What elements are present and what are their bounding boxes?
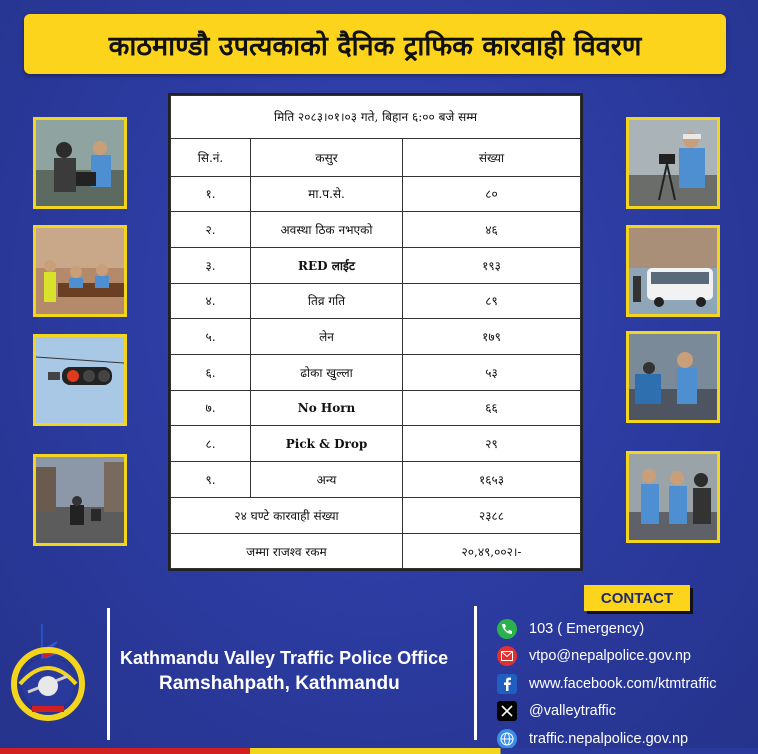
revenue-label: जम्मा राजश्व रकम: [171, 534, 403, 569]
footer-divider: [107, 608, 110, 740]
row-count: ६६: [403, 390, 581, 426]
row-count: १९३: [403, 247, 581, 283]
row-offense: ढोका खुल्ला: [251, 354, 403, 390]
contact-facebook-text: www.facebook.com/ktmtraffic: [529, 675, 717, 692]
revenue-value: २०,४९,००२।-: [403, 534, 581, 569]
row-serial: ७.: [171, 390, 251, 426]
row-count: १७९: [403, 319, 581, 355]
contact-badge: CONTACT: [584, 585, 690, 611]
row-serial: २.: [171, 212, 251, 248]
photo-street-traffic: [33, 454, 127, 546]
row-offense: तिव्र गति: [251, 283, 403, 319]
table-row: [171, 247, 581, 283]
bottom-color-strip: [0, 748, 758, 754]
row-serial: ४.: [171, 283, 251, 319]
footer-divider-right: [474, 606, 477, 740]
row-count: ८०: [403, 176, 581, 212]
x-icon: [497, 701, 517, 721]
table-row: [171, 283, 581, 319]
row-count: १६५३: [403, 461, 581, 497]
table-header-row: [171, 138, 581, 176]
offense-table: [170, 95, 581, 569]
total-value: २३८८: [403, 497, 581, 534]
row-offense: अवस्था ठिक नभएको: [251, 212, 403, 248]
row-offense: अन्य: [251, 461, 403, 497]
nepal-police-emblem-icon: [2, 622, 94, 722]
row-serial: १.: [171, 176, 251, 212]
contact-email[interactable]: [497, 644, 757, 669]
row-count: २९: [403, 426, 581, 462]
photo-microbus: [626, 225, 720, 317]
office-location: Ramshahpath, Kathmandu: [159, 673, 400, 694]
row-offense: मा.प.से.: [251, 176, 403, 212]
contact-list: [497, 616, 757, 754]
globe-icon: [497, 729, 517, 749]
header-count: संख्या: [403, 138, 581, 176]
total-row: [171, 497, 581, 534]
row-serial: ६.: [171, 354, 251, 390]
table-date-line: मिति २०८३।०१।०३ गते, बिहान ६:०० बजे सम्म: [171, 96, 581, 139]
row-serial: ५.: [171, 319, 251, 355]
table-row: [171, 390, 581, 426]
contact-email-text: vtpo@nepalpolice.gov.np: [529, 648, 691, 664]
photo-traffic-light: [33, 334, 127, 426]
page-title: काठमाण्डौ उपत्यकाको दैनिक ट्राफिक कारवाही विवरण: [108, 30, 642, 62]
row-offense: लेन: [251, 319, 403, 355]
contact-x-text: @valleytraffic: [529, 703, 616, 719]
total-label: २४ घण्टे कारवाही संख्या: [171, 497, 403, 534]
facebook-icon: [497, 674, 517, 694]
contact-phone-text: 103 ( Emergency): [529, 620, 645, 637]
contact-website-text: traffic.nepalpolice.gov.np: [529, 730, 689, 747]
office-address: [120, 645, 470, 697]
table-row: [171, 212, 581, 248]
contact-facebook[interactable]: [497, 671, 757, 696]
row-offense: No Horn: [251, 390, 403, 426]
table-row: [171, 176, 581, 212]
row-offense: RED लाईट: [251, 247, 403, 283]
phone-icon: [497, 619, 517, 639]
contact-phone[interactable]: [497, 616, 757, 641]
photo-police-speed-camera: [626, 117, 720, 209]
row-count: ४६: [403, 212, 581, 248]
revenue-row: [171, 534, 581, 569]
row-serial: ८.: [171, 426, 251, 462]
table-row: [171, 319, 581, 355]
email-icon: [497, 646, 517, 666]
office-name: Kathmandu Valley Traffic Police Office: [120, 648, 449, 668]
contact-x[interactable]: [497, 699, 757, 724]
header-offense: कसुर: [251, 138, 403, 176]
row-count: ८९: [403, 283, 581, 319]
photo-police-checking-motorcyclist: [33, 117, 127, 209]
title-banner: [24, 14, 726, 74]
table-row: [171, 461, 581, 497]
table-row: [171, 354, 581, 390]
row-serial: ३.: [171, 247, 251, 283]
photo-police-office-desk: [33, 225, 127, 317]
row-count: ५३: [403, 354, 581, 390]
table-row: [171, 426, 581, 462]
header-serial: सि.नं.: [171, 138, 251, 176]
row-offense: Pick & Drop: [251, 426, 403, 462]
photo-police-motorcycle-check: [626, 331, 720, 423]
traffic-action-table: [168, 93, 583, 571]
photo-police-checking-documents: [626, 451, 720, 543]
row-serial: ९.: [171, 461, 251, 497]
